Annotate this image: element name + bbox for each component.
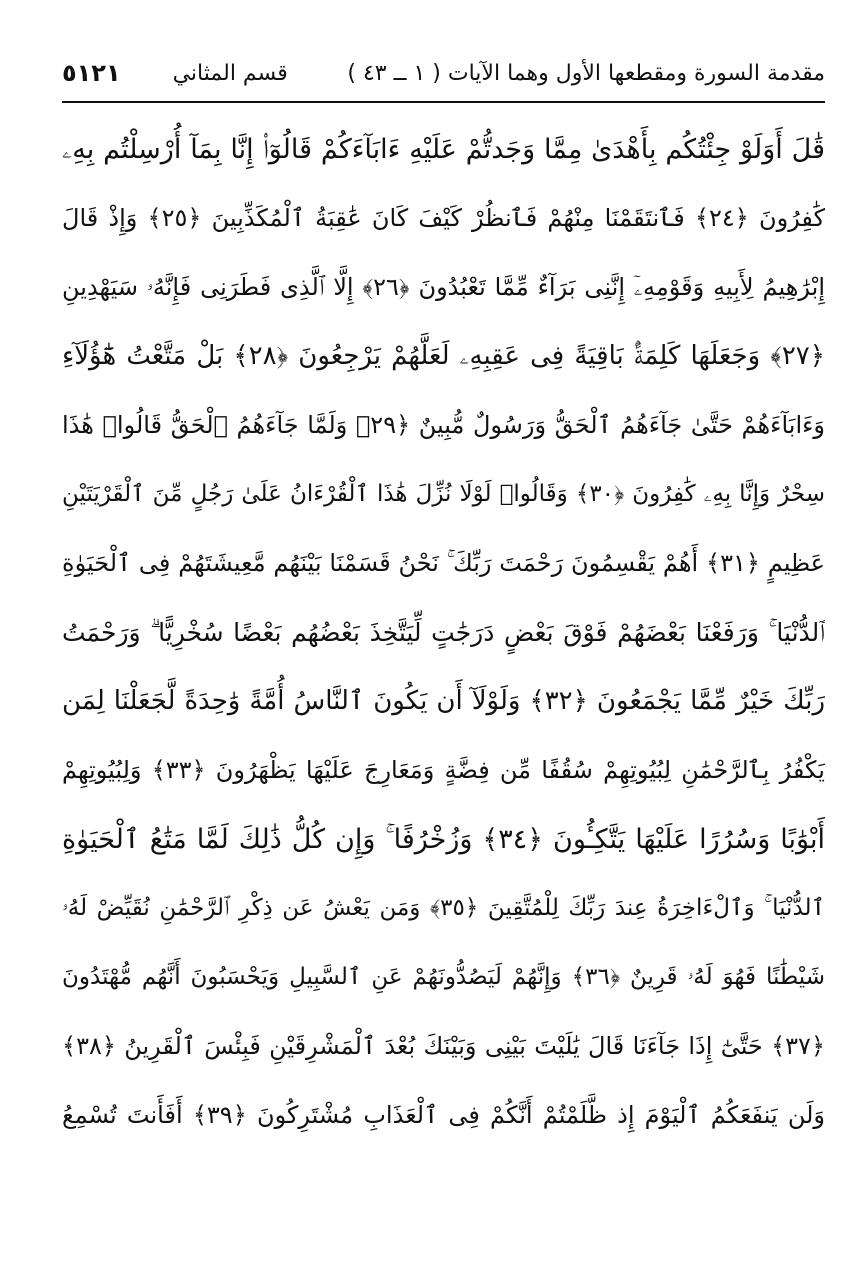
text-line: عَظِيمٍ ﴿٣١﴾ أَهُمْ يَقْسِمُونَ رَحْمَتَ رَبِّكَ ۚ نَحْنُ قَسَمْنَا بَيْنَهُم مَّعِيشَتَهُمْ فِى ٱلْحَيَوٰةِ — [62, 549, 825, 577]
text-line: كَٰفِرُونَ ﴿٢٤﴾ فَٱنتَقَمْنَا مِنْهُمْ فَٱنظُرْ كَيْفَ كَانَ عَٰقِبَةُ ٱلْمُكَذِّبِينَ ﴿٢٥﴾ وَإِذْ قَالَ — [62, 204, 825, 232]
text-line: سِحْرٌ وَإِنَّا بِهِۦ كَٰفِرُونَ ﴿٣٠﴾ وَقَالُوا۟ لَوْلَا نُزِّلَ هَٰذَا ٱلْقُرْءَانُ عَلَىٰ رَجُلٍ مِّنَ ٱلْقَرْيَتَيْنِ — [62, 481, 825, 507]
text-line: ﴿٢٧﴾ وَجَعَلَهَا كَلِمَةًۢ بَاقِيَةً فِى عَقِبِهِۦ لَعَلَّهُمْ يَرْجِعُونَ ﴿٢٨﴾ بَلْ مَتَّعْتُ هَٰٓؤُلَآءِ — [62, 341, 825, 371]
text-line: يَكْفُرُ بِٱلرَّحْمَٰنِ لِبُيُوتِهِمْ سُقُفًا مِّن فِضَّةٍ وَمَعَارِجَ عَلَيْهَا يَظْهَرُونَ ﴿٣٣﴾ وَلِبُيُوتِهِمْ — [62, 756, 825, 784]
section-name: قسم المثاني — [172, 60, 288, 86]
header-divider — [62, 101, 825, 103]
text-line: ٱلدُّنْيَا ۚ وَرَفَعْنَا بَعْضَهُمْ فَوْقَ بَعْضٍ دَرَجَٰتٍ لِّيَتَّخِذَ بَعْضُهُم بَعْضًا سُخْرِيًّا ۗ وَرَحْمَتُ — [62, 618, 825, 647]
text-line: شَيْطَٰنًا فَهُوَ لَهُۥ قَرِينٌ ﴿٣٦﴾ وَإِنَّهُمْ لَيَصُدُّونَهُمْ عَنِ ٱلسَّبِيلِ وَيَحْسَبُونَ أَنَّهُم مُّهْتَدُونَ — [62, 964, 825, 990]
text-line: وَءَابَآءَهُمْ حَتَّىٰ جَآءَهُمُ ٱلْحَقُّ وَرَسُولٌ مُّبِينٌ ﴿٢٩﴾ وَلَمَّا جَآءَهُمُ ٱلْحَقُّ قَالُوا۟ هَٰذَا — [62, 411, 825, 439]
text-line: أَبْوَٰبًا وَسُرُرًا عَلَيْهَا يَتَّكِـُٔونَ ﴿٣٤﴾ وَزُخْرُفًا ۚ وَإِن كُلُّ ذَٰلِكَ لَمَّا مَتَٰعُ ٱلْحَيَوٰةِ — [62, 824, 825, 855]
text-line: رَبِّكَ خَيْرٌ مِّمَّا يَجْمَعُونَ ﴿٣٢﴾ وَلَوْلَآ أَن يَكُونَ ٱلنَّاسُ أُمَّةً وَٰحِدَةً لَّجَعَلْنَا لِمَن — [62, 686, 825, 716]
page-number: ٥١٢١ — [62, 59, 121, 87]
quran-text-block — [62, 115, 825, 1150]
text-line: ﴿٣٧﴾ حَتَّىٰٓ إِذَا جَآءَنَا قَالَ يَٰلَيْتَ بَيْنِى وَبَيْنَكَ بُعْدَ ٱلْمَشْرِقَيْنِ فَبِئْسَ ٱلْقَرِينُ ﴿٣٨﴾ — [62, 1032, 825, 1060]
text-line: إِبْرَٰهِيمُ لِأَبِيهِ وَقَوْمِهِۦٓ إِنَّنِى بَرَآءٌ مِّمَّا تَعْبُدُونَ ﴿٢٦﴾ إِلَّا ٱلَّذِى فَطَرَنِى فَإِنَّهُۥ سَيَهْدِينِ — [62, 273, 825, 301]
text-line: وَلَن يَنفَعَكُمُ ٱلْيَوْمَ إِذ ظَّلَمْتُمْ أَنَّكُمْ فِى ٱلْعَذَابِ مُشْتَرِكُونَ ﴿٣٩﴾ أَفَأَنتَ تُسْمِعُ — [62, 1101, 825, 1129]
text-line: قَٰلَ أَوَلَوْ جِئْتُكُم بِأَهْدَىٰ مِمَّا وَجَدتُّمْ عَلَيْهِ ءَابَآءَكُمْ قَالُوٓا۟ إِنَّا بِمَآ أُرْسِلْتُم بِهِۦ — [62, 134, 825, 165]
header-left-group — [62, 59, 288, 87]
page-header — [62, 48, 825, 98]
running-title: مقدمة السورة ومقطعها الأول وهما الآيات ( ١ ــ ٤٣ ) — [347, 60, 825, 86]
text-line: ٱلدُّنْيَا ۚ وَٱلْءَاخِرَةُ عِندَ رَبِّكَ لِلْمُتَّقِينَ ﴿٣٥﴾ وَمَن يَعْشُ عَن ذِكْرِ ٱلرَّحْمَٰنِ نُقَيِّضْ لَهُۥ — [62, 895, 825, 921]
